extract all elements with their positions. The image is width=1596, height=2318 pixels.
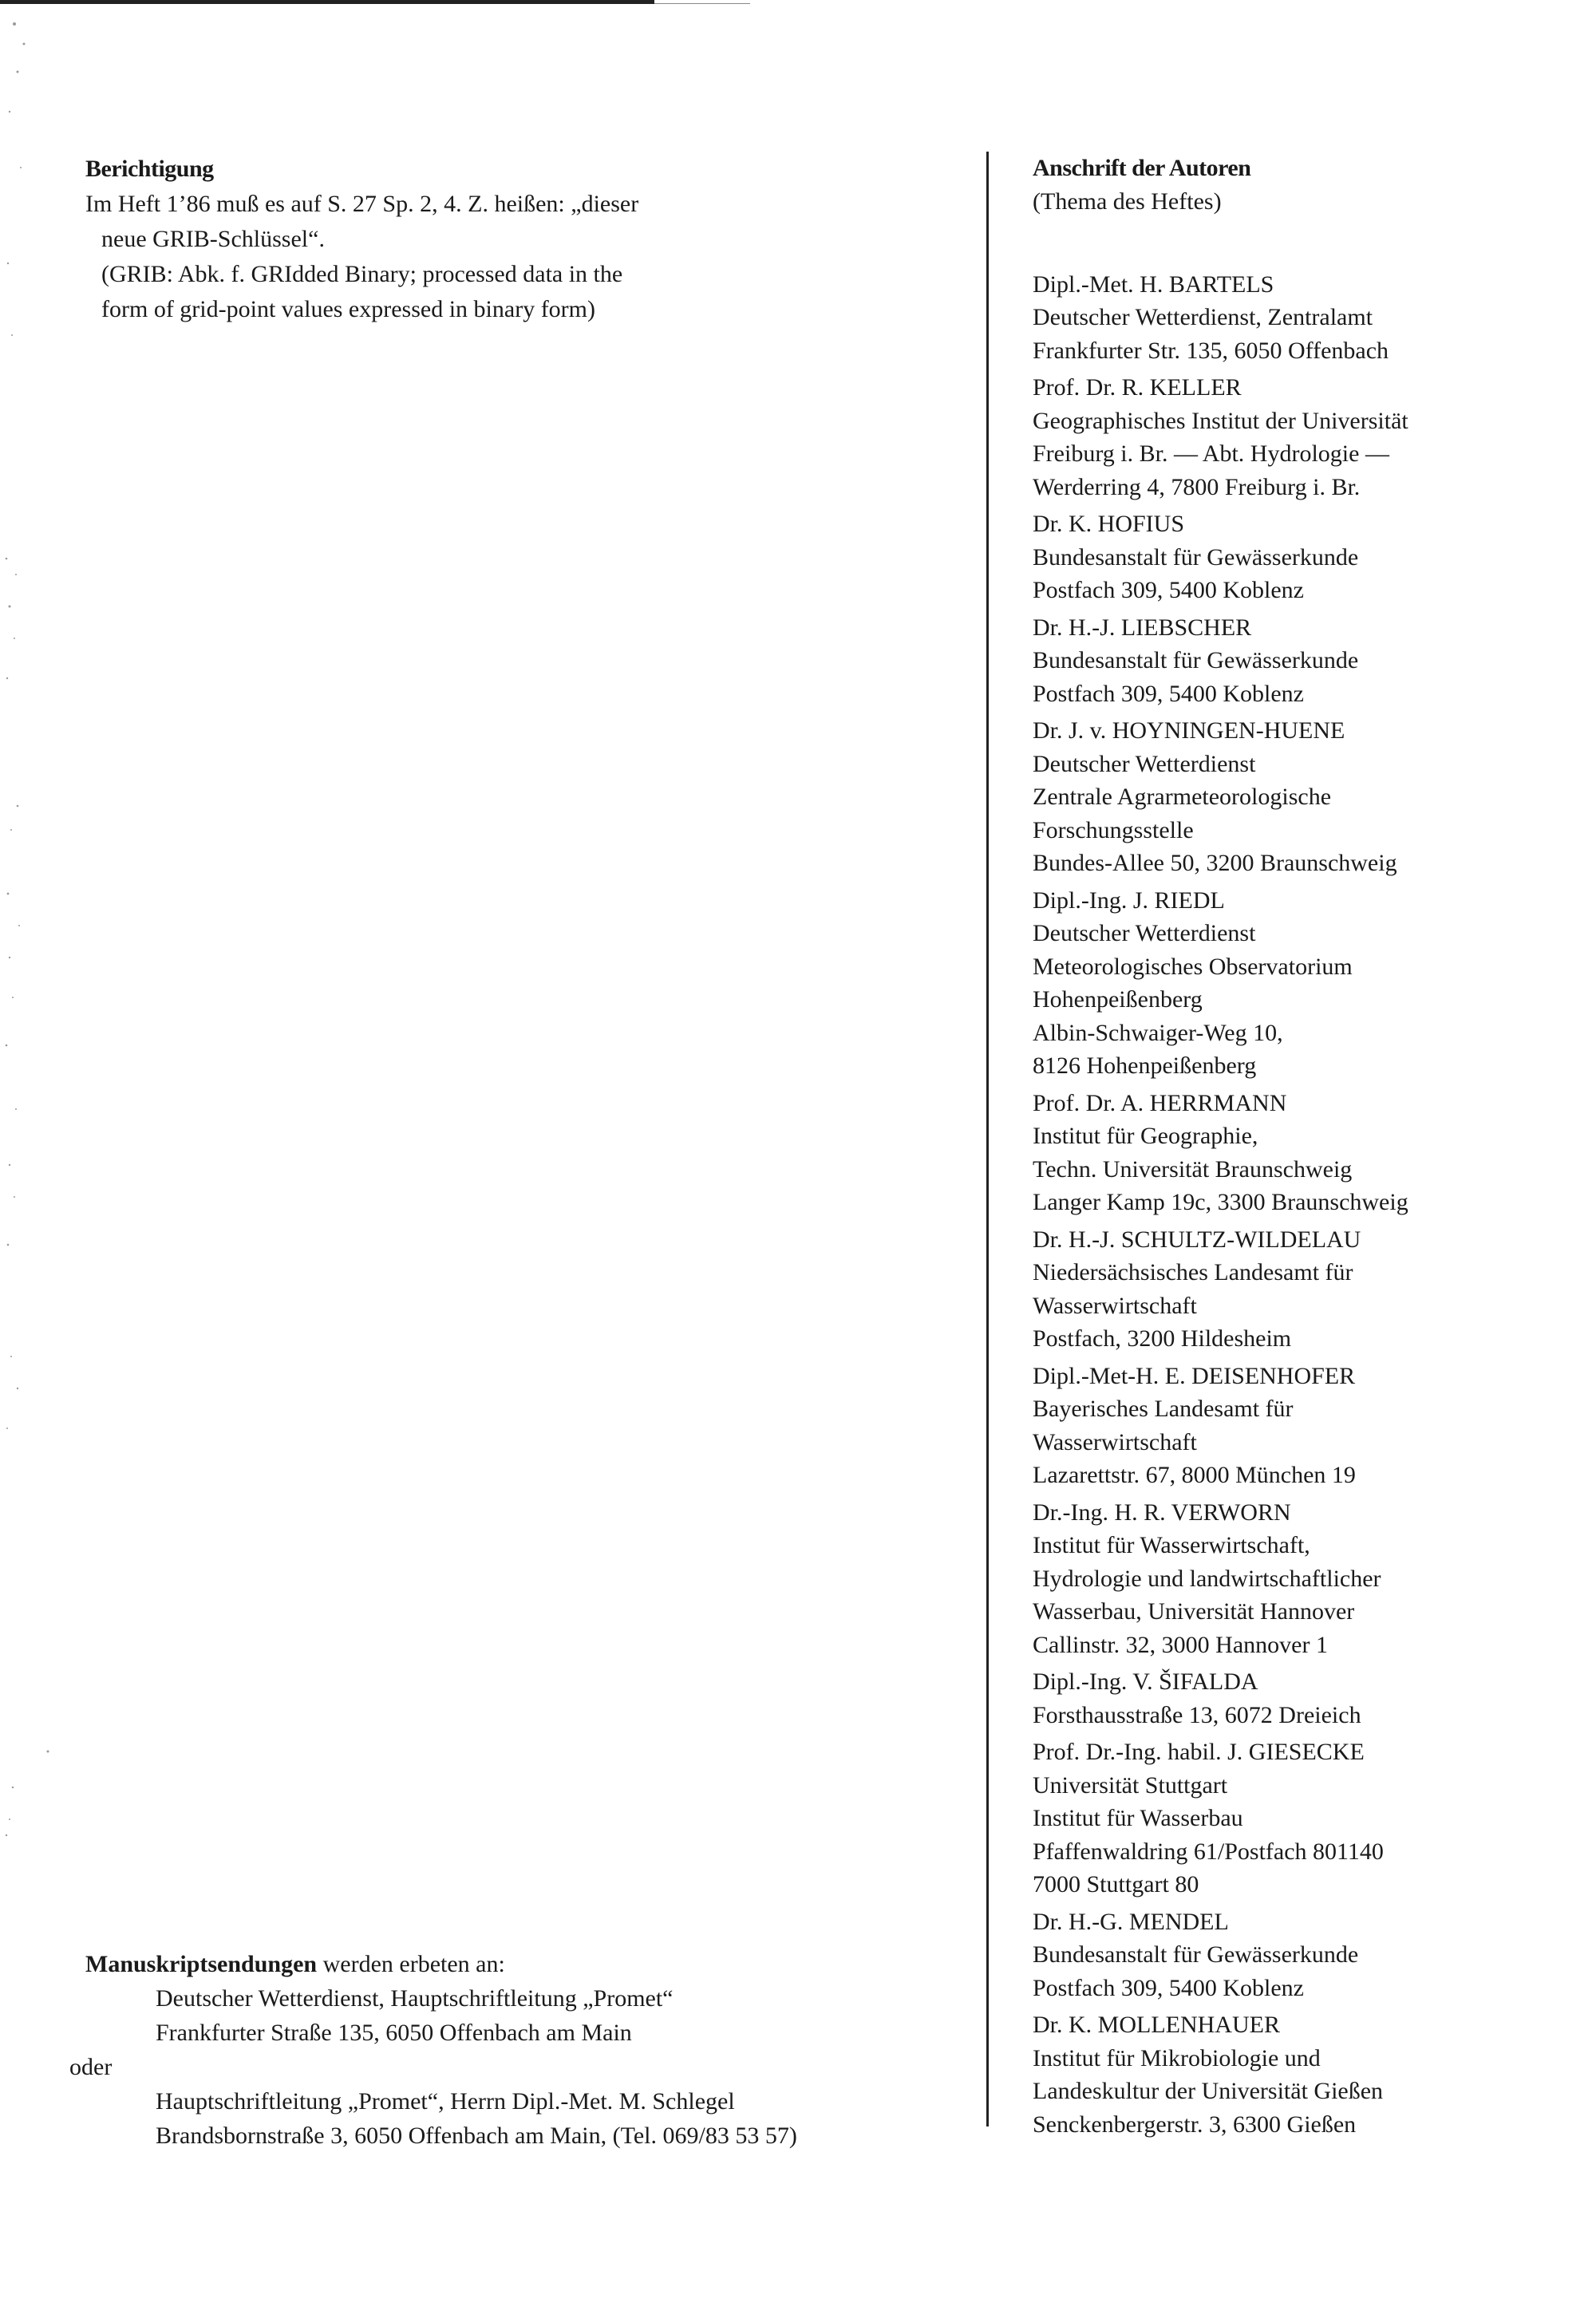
author-name: Dipl.-Met-H. E. DEISENHOFER — [1033, 1362, 1356, 1389]
manuskript-oder: oder — [69, 2054, 113, 2080]
author-address-line: Werderring 4, 7800 Freiburg i. Br. — [1033, 473, 1361, 500]
author-name: Dr. K. HOFIUS — [1033, 511, 1185, 537]
author-address-line: Wasserbau, Universität Hannover — [1033, 1598, 1355, 1625]
author-address-line: Postfach 309, 5400 Koblenz — [1033, 680, 1304, 707]
author-name: Dr. K. MOLLENHAUER — [1033, 2012, 1280, 2038]
author-address-line: Zentrale Agrarmeteorologische — [1033, 784, 1332, 810]
author-address-line: Universität Stuttgart — [1033, 1771, 1228, 1799]
manuskript-intro-line — [85, 1947, 947, 1981]
author-address-line: Postfach, 3200 Hildesheim — [1033, 1325, 1292, 1352]
column-divider — [986, 152, 989, 2126]
scan-speckles — [0, 0, 72, 2318]
author-address-line: Wasserwirtschaft — [1033, 1292, 1197, 1319]
author-address-line: Callinstr. 32, 3000 Hannover 1 — [1033, 1631, 1328, 1658]
berichtigung-line: form of grid-point values expressed in binary form) — [101, 296, 595, 322]
author-name: Prof. Dr. A. HERRMANN — [1033, 1089, 1287, 1116]
author-address-line: Wasserwirtschaft — [1033, 1428, 1197, 1455]
author-address-line: Bundesanstalt für Gewässerkunde — [1033, 1941, 1359, 1968]
manuskript-section — [69, 1947, 947, 2153]
author-address-line: Hohenpeißenberg — [1033, 986, 1203, 1013]
author-address-line: Deutscher Wetterdienst — [1033, 920, 1256, 946]
autoren-title: Anschrift der Autoren — [1033, 155, 1251, 181]
author-entry — [1033, 1496, 1575, 1662]
berichtigung-section — [85, 152, 931, 327]
author-address-line: 8126 Hohenpeißenberg — [1033, 1052, 1257, 1079]
berichtigung-line: Im Heft 1’86 muß es auf S. 27 Sp. 2, 4. Z. heißen: „dieser — [85, 191, 639, 217]
author-address-line: Deutscher Wetterdienst, Zentralamt — [1033, 304, 1373, 330]
author-address-line: Institut für Wasserbau — [1033, 1805, 1243, 1831]
author-entry — [1033, 268, 1575, 368]
manuskript-intro: werden erbeten an: — [317, 1951, 505, 1977]
author-entry — [1033, 2008, 1575, 2141]
author-address-line: Bundesanstalt für Gewässerkunde — [1033, 647, 1359, 673]
author-entry — [1033, 507, 1575, 607]
author-name: Dipl.-Met. H. BARTELS — [1033, 270, 1274, 298]
author-entry — [1033, 1087, 1575, 1219]
author-address-line: Forschungsstelle — [1033, 816, 1194, 843]
autoren-subtitle: (Thema des Heftes) — [1033, 188, 1222, 215]
author-address-line: Techn. Universität Braunschweig — [1033, 1155, 1353, 1183]
author-address-line: Bundes-Allee 50, 3200 Braunschweig — [1033, 850, 1397, 876]
author-address-line: Forsthausstraße 13, 6072 Dreieich — [1033, 1701, 1361, 1728]
author-entry — [1033, 371, 1575, 503]
author-address-line: Pfaffenwaldring 61/Postfach 801140 — [1033, 1838, 1384, 1865]
author-address-line: Deutscher Wetterdienst — [1033, 750, 1256, 777]
author-entry — [1033, 884, 1575, 1083]
manuskript-address-line: Brandsbornstraße 3, 6050 Offenbach am Main, (Tel. 069/83 53 57) — [156, 2123, 797, 2149]
manuskript-address-line: Deutscher Wetterdienst, Hauptschriftleitung „Promet“ — [156, 1985, 674, 2012]
berichtigung-line: (GRIB: Abk. f. GRIdded Binary; processed data in the — [101, 261, 623, 287]
berichtigung-line: neue GRIB-Schlüssel“. — [101, 226, 325, 252]
author-address-line: Frankfurter Str. 135, 6050 Offenbach — [1033, 337, 1389, 364]
author-address-line: Lazarettstr. 67, 8000 München 19 — [1033, 1462, 1356, 1488]
author-address-line: Bayerisches Landesamt für — [1033, 1396, 1294, 1422]
author-name: Dr. H.-G. MENDEL — [1033, 1908, 1229, 1935]
author-address-line: Albin-Schwaiger-Weg 10, — [1033, 1019, 1283, 1046]
berichtigung-text — [85, 187, 931, 327]
author-address-line: Institut für Wasserwirtschaft, — [1033, 1532, 1310, 1558]
author-name: Dr. J. v. HOYNINGEN-HUENE — [1033, 717, 1345, 744]
author-entry — [1033, 1905, 1575, 2005]
author-entry — [1033, 1665, 1575, 1732]
author-address-line: Postfach 309, 5400 Koblenz — [1033, 1974, 1304, 2001]
top-rule-faint — [654, 3, 750, 4]
author-name: Dr.-Ing. H. R. VERWORN — [1033, 1499, 1291, 1526]
top-rule — [0, 0, 654, 4]
manuskript-address-line: Hauptschriftleitung „Promet“, Herrn Dipl.-Met. M. Schlegel — [156, 2088, 735, 2115]
author-address-line: Geographisches Institut der Universität — [1033, 407, 1408, 434]
manuskript-title: Manuskriptsendungen — [85, 1951, 318, 1977]
author-address-line: Langer Kamp 19c, 3300 Braunschweig — [1033, 1189, 1408, 1215]
author-address-line: Postfach 309, 5400 Koblenz — [1033, 577, 1304, 603]
author-address-line: Institut für Geographie, — [1033, 1123, 1258, 1149]
author-name: Dipl.-Ing. V. ŠIFALDA — [1033, 1668, 1258, 1695]
author-entry — [1033, 1360, 1575, 1492]
author-list — [1033, 268, 1575, 2142]
author-address-line: Institut für Mikrobiologie und — [1033, 2044, 1321, 2071]
author-address-line: Meteorologisches Observatorium — [1033, 953, 1353, 980]
author-address-line: Senckenbergerstr. 3, 6300 Gießen — [1033, 2111, 1357, 2138]
author-entry — [1033, 714, 1575, 880]
author-address-line: Bundesanstalt für Gewässerkunde — [1033, 543, 1359, 571]
author-address-line: 7000 Stuttgart 80 — [1033, 1871, 1199, 1897]
author-entry — [1033, 1223, 1575, 1356]
author-entry — [1033, 1736, 1575, 1901]
berichtigung-title: Berichtigung — [85, 156, 214, 182]
author-name: Dipl.-Ing. J. RIEDL — [1033, 887, 1225, 914]
author-address-line: Niedersächsisches Landesamt für — [1033, 1259, 1353, 1285]
author-entry — [1033, 611, 1575, 711]
author-address-line: Landeskultur der Universität Gießen — [1033, 2078, 1384, 2104]
manuskript-address-line: Frankfurter Straße 135, 6050 Offenbach am Main — [156, 2020, 632, 2046]
autoren-section — [1033, 152, 1575, 2145]
author-address-line: Freiburg i. Br. — Abt. Hydrologie — — [1033, 440, 1389, 467]
author-name: Prof. Dr. R. KELLER — [1033, 374, 1242, 401]
author-name: Dr. H.-J. SCHULTZ-WILDELAU — [1033, 1226, 1361, 1253]
author-name: Dr. H.-J. LIEBSCHER — [1033, 614, 1252, 641]
author-name: Prof. Dr.-Ing. habil. J. GIESECKE — [1033, 1739, 1365, 1765]
author-address-line: Hydrologie und landwirtschaftlicher — [1033, 1565, 1381, 1592]
